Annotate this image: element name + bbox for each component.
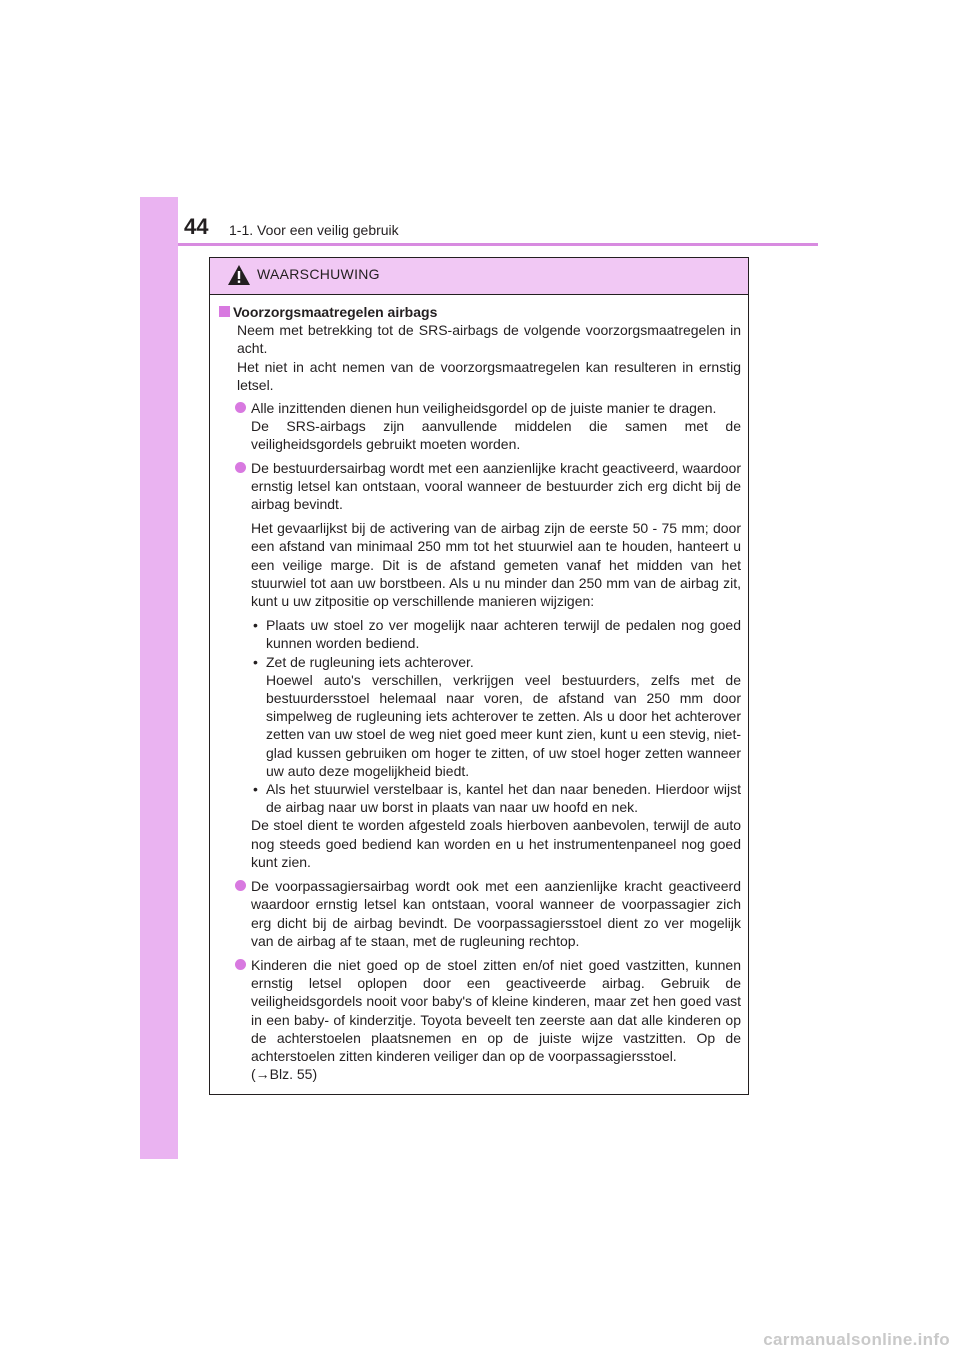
- sub-list-item: [251, 653, 741, 780]
- paragraph: Het gevaarlijkst bij de activering van de airbag zijn de eerste 50 - 75 mm; door een afstand van minimaal 250 mm tot het stuurwiel aan te houden, hanteert u een veilige marge. Dit is de afstand gemeten vanaf het midden van het stuurwiel tot aan uw borstbeen. Als u nu minder dan 250 mm van de airbag zit, kunt u uw zitpositie op verschillende manieren wijzigen:: [251, 520, 741, 610]
- paragraph: De SRS-airbags zijn aanvullende middelen die samen met de veiligheidsgordels gebruikt moeten worden.: [251, 418, 741, 453]
- dot-bullet-icon: [235, 462, 246, 473]
- dot-bullet-icon: [235, 880, 246, 891]
- small-bullet-icon: •: [253, 653, 258, 670]
- paragraph: De bestuurdersairbag wordt met een aanzienlijke kracht geactiveerd, waardoor ernstig letsel kan ontstaan, vooral wanneer de bestuurder zich erg dicht bij de airbag bevindt.: [251, 459, 741, 513]
- section-heading: [219, 303, 741, 321]
- list-item: [219, 399, 741, 454]
- list-item: [219, 956, 741, 1083]
- sub-list-item: [251, 616, 741, 652]
- intro-paragraph: Neem met betrekking tot de SRS-airbags de volgende voorzorgsmaatregelen in acht.: [237, 322, 741, 357]
- list-item: [219, 877, 741, 950]
- warning-header: [210, 258, 748, 295]
- section-title: 1-1. Voor een veilig gebruik: [229, 222, 399, 238]
- dot-bullet-icon: [235, 959, 246, 970]
- warning-title: WAARSCHUWING: [257, 266, 380, 282]
- page-header: [140, 197, 818, 245]
- paragraph: Alle inzittenden dienen hun veiligheidsgordel op de juiste manier te dragen.: [251, 400, 717, 417]
- chapter-side-tab: [140, 197, 178, 1159]
- watermark: carmanualsonline.info: [763, 1330, 950, 1349]
- paragraph: Kinderen die niet goed op de stoel zitten en/of niet goed vastzitten, kunnen ernstig letsel oplopen door een geactiveerde airbag. Gebruik de veiligheidsgordels nooit voor baby's of kleine kinderen, maar zet hen goed vast in een baby- of kinderzitje. Toyota beveelt ten zeerste aan dat alle kinderen op de achterstoelen plaatsnemen en op de juiste wijze vastzitten. Op de achterstoelen zitten kinderen veiliger dan op de voorpassagiersstoel.: [251, 956, 741, 1064]
- page-number: 44: [184, 214, 209, 239]
- header-divider: [178, 243, 818, 246]
- intro-paragraph: Het niet in acht nemen van de voorzorgsmaatregelen kan resulteren in ernstig letsel.: [237, 358, 741, 393]
- warning-triangle-icon: [227, 264, 251, 286]
- sub-list: [219, 616, 741, 816]
- small-bullet-icon: •: [253, 781, 258, 798]
- paragraph: Zet de rugleuning iets achterover.: [266, 653, 474, 670]
- paragraph: De stoel dient te worden afgesteld zoals hierboven aanbevolen, terwijl de auto nog steeds goed bediend kan worden en u het instrumentenpaneel nog goed kunt zien.: [251, 817, 741, 870]
- warning-box: [209, 257, 749, 1095]
- warning-body: [210, 295, 748, 1083]
- paragraph: Als het stuurwiel verstelbaar is, kantel het dan naar beneden. Hierdoor wijst de airbag naar uw borst in plaats van naar uw hoofd en nek.: [266, 781, 741, 816]
- intro: [219, 321, 741, 394]
- square-bullet-icon: [219, 306, 230, 317]
- paragraph: De voorpassagiersairbag wordt ook met een aanzienlijke kracht geactiveerd waardoor ernstig letsel kan ontstaan, vooral wanneer de voorpassagier zich erg dicht bij de airbag bevindt. De voorpassagiersstoel dient zo ver mogelijk van de airbag af te staan, met de rugleuning rechtop.: [251, 878, 741, 949]
- small-bullet-icon: •: [253, 617, 258, 634]
- page-reference[interactable]: (→Blz. 55): [251, 1066, 318, 1083]
- heading-text: Voorzorgsmaatregelen airbags: [233, 304, 438, 320]
- dot-bullet-icon: [235, 402, 246, 413]
- paragraph: Hoewel auto's verschillen, verkrijgen veel bestuurders, zelfs met de bestuurdersstoel helemaal naar voren, de afstand van 250 mm door simpelweg de rugleuning iets achterover te zetten. Als u door het achterover zetten van uw stoel de weg niet goed meer kunt zien, kunt u een stevig, niet-glad kussen gebruiken om hoger te zitten, of uw stoel hoger zetten wanneer uw auto deze mogelijkheid biedt.: [266, 671, 741, 779]
- list-item: [219, 459, 741, 611]
- sub-list-item: [251, 780, 741, 816]
- paragraph: Plaats uw stoel zo ver mogelijk naar achteren terwijl de pedalen nog goed kunnen worden bediend.: [266, 617, 741, 652]
- list-item-continuation: [219, 816, 741, 871]
